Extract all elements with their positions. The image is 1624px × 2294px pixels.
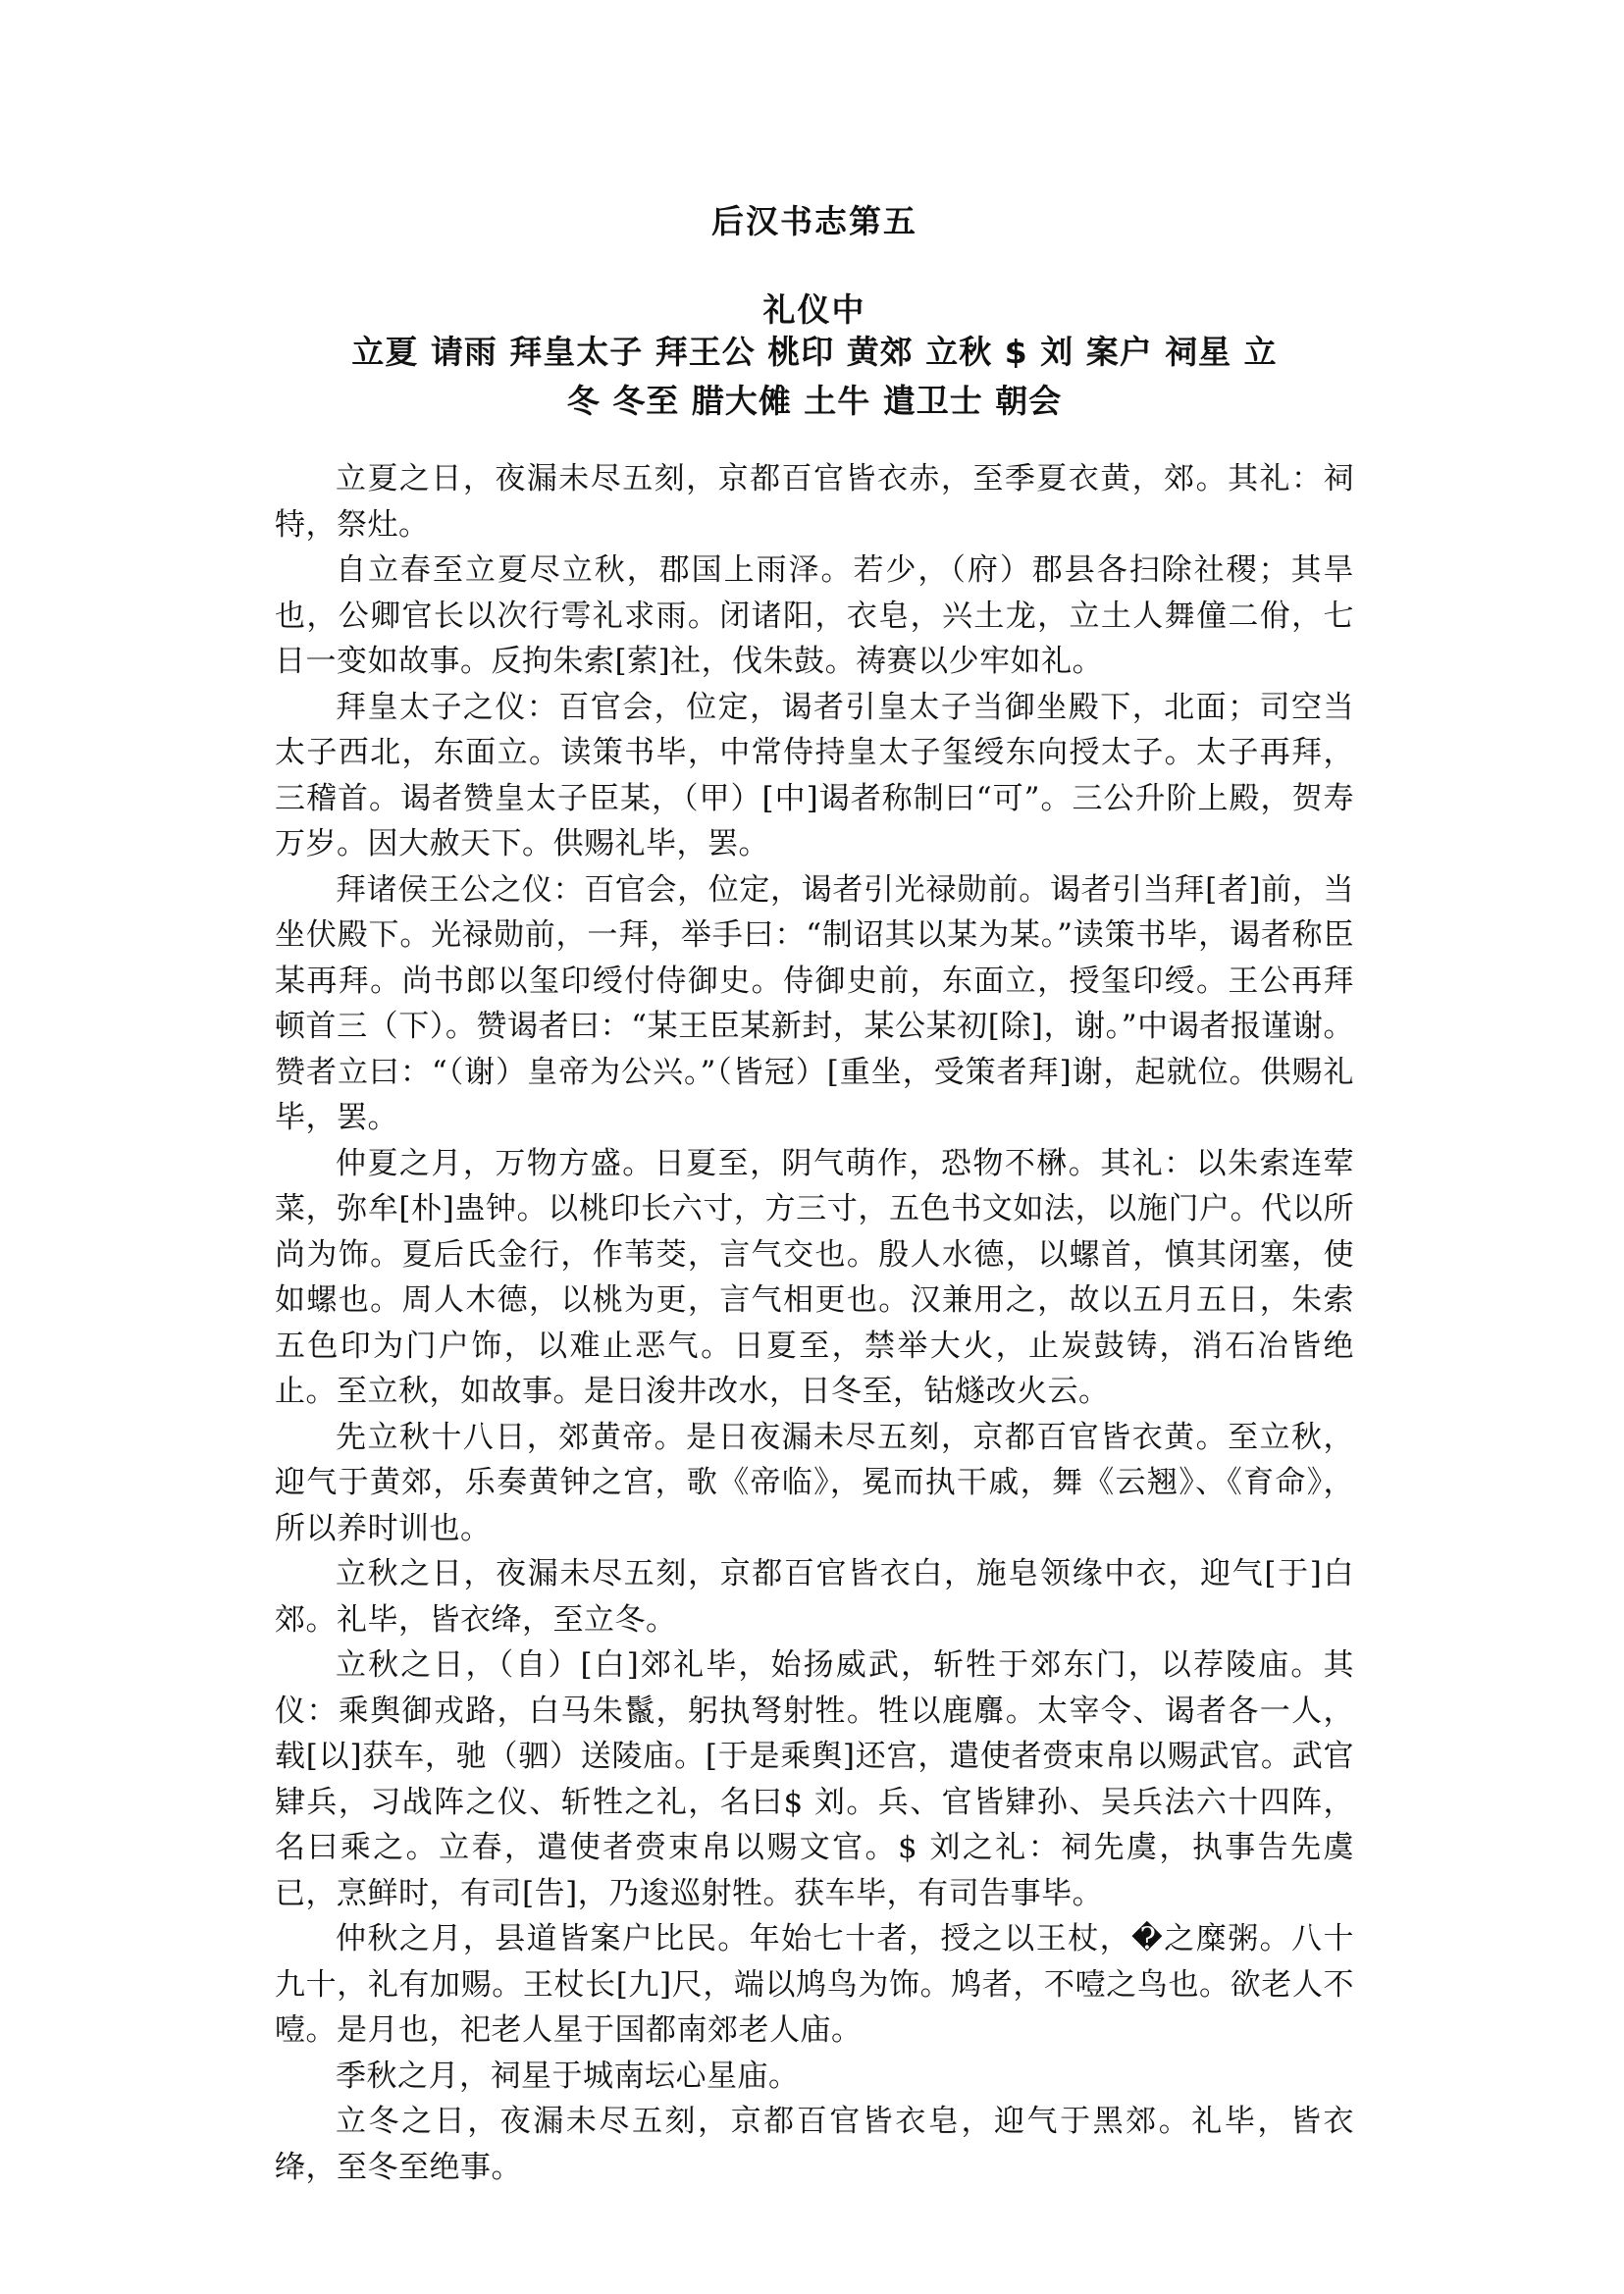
- paragraph-jiqiu: 季秋之月，祠星于城南坛心星庙。: [336, 2058, 800, 2094]
- chapter-topics: [275, 328, 1354, 426]
- paragraph-zhongxia: 仲夏之月，万物方盛。日夏至，阴气萌作，恐物不楙。其礼：以朱索连荤菜，弥牟[朴]蛊钟。以桃印长六寸，方三寸，五色书文如法，以施门户。代以所尚为饰。夏后氏金行，作苇茭，言气交也。殷人水德，以螺首，慎其闭塞，使如螺也。周人木德，以桃为更，言气相更也。汉兼用之，故以五月五日，朱索五色印为门户饰，以难止恶气。日夏至，禁举大火，止炭鼓铸，消石冶皆绝止。至立秋，如故事。是日浚井改水，日冬至，钻燧改火云。: [275, 1145, 1354, 1409]
- book-title: 后汉书志第五: [711, 202, 917, 240]
- paragraph-bai-huangtaizi: 拜皇太子之仪：百官会，位定，谒者引皇太子当御坐殿下，北面；司空当太子西北，东面立。读策书毕，中常侍持皇太子玺绶东向授太子。太子再拜，三稽首。谒者赞皇太子臣某，（甲）[中]谒者称制曰“可”。三公升阶上殿，贺寿万岁。因大赦天下。供赐礼毕，罢。: [275, 689, 1354, 861]
- chapter-title: 礼仪中: [762, 290, 866, 329]
- paragraph-lidong: 立冬之日，夜漏未尽五刻，京都百官皆衣皂，迎气于黑郊。礼毕，皆衣绛，至冬至绝事。: [275, 2104, 1354, 2185]
- paragraph-qingyu: 自立春至立夏尽立秋，郡国上雨泽。若少，（府）郡县各扫除社稷；其旱也，公卿官长以次行雩礼求雨。闭诸阳，衣皂，兴土龙，立土人舞僮二佾，七日一变如故事。反拘朱索[萦]社，伐朱鼓。祷赛以少牢如礼。: [275, 552, 1354, 679]
- paragraph-bai-wanggong: 拜诸侯王公之仪：百官会，位定，谒者引光禄勋前。谒者引当拜[者]前，当坐伏殿下。光禄勋前，一拜，举手曰：“制诏其以某为某。”读策书毕，谒者称臣某再拜。尚书郎以玺印绶付侍御史。侍御史前，东面立，授玺印绶。王公再拜顿首三（下）。赞谒者曰：“某王臣某新封，某公某初[除]，谢。”中谒者报谨谢。赞者立曰：“（谢）皇帝为公兴。”（皆冠）[重坐，受策者拜]谢，起就位。供赐礼毕，罢。: [275, 871, 1354, 1135]
- paragraph-zhongqiu: 仲秋之月，县道皆案户比民。年始七十者，授之以王杖，�之糜粥。八十九十，礼有加赐。王杖长[九]尺，端以鸠鸟为饰。鸠者，不噎之鸟也。欲老人不噎。是月也，祀老人星于国都南郊老人庙。: [275, 1921, 1354, 2048]
- paragraph-lixia: 立夏之日，夜漏未尽五刻，京都百官皆衣赤，至季夏衣黄，郊。其礼：祠特，祭灶。: [275, 461, 1354, 543]
- body-text: [275, 456, 1354, 2190]
- paragraph-liqiu: 立秋之日，夜漏未尽五刻，京都百官皆衣白，施皂领缘中衣，迎气[于]白郊。礼毕，皆衣绛，至立冬。: [275, 1556, 1354, 1638]
- paragraph-liqiu-liu: 立秋之日，（自）[白]郊礼毕，始扬威武，斩牲于郊东门，以荐陵庙。其仪：乘舆御戎路，白马朱鬣，躬执弩射牲。牲以鹿麛。太宰令、谒者各一人，载[以]获车，驰（驷）送陵庙。[于是乘舆]还宫，遣使者赍束帛以赐武官。武官肄兵，习战阵之仪、斩牲之礼，名曰$ 刘。兵、官皆肄孙、吴兵法六十四阵，名曰乘之。立春，遣使者赍束帛以赐文官。$ 刘之礼：祠先虞，执事告先虞已，烹鲜时，有司[告]，乃逡巡射牲。获车毕，有司告事毕。: [275, 1647, 1354, 1911]
- paragraph-huangjiao: 先立秋十八日，郊黄帝。是日夜漏未尽五刻，京都百官皆衣黄。至立秋，迎气于黄郊，乐奏黄钟之宫，歌《帝临》，冕而执干戚，舞《云翘》、《育命》，所以养时训也。: [275, 1419, 1354, 1546]
- topics-line: 冬 冬至 腊大傩 土牛 遣卫士 朝会: [566, 382, 1063, 420]
- topics-line: 立夏 请雨 拜皇太子 拜王公 桃印 黄郊 立秋 $ 刘 案户 祠星 立: [351, 333, 1278, 371]
